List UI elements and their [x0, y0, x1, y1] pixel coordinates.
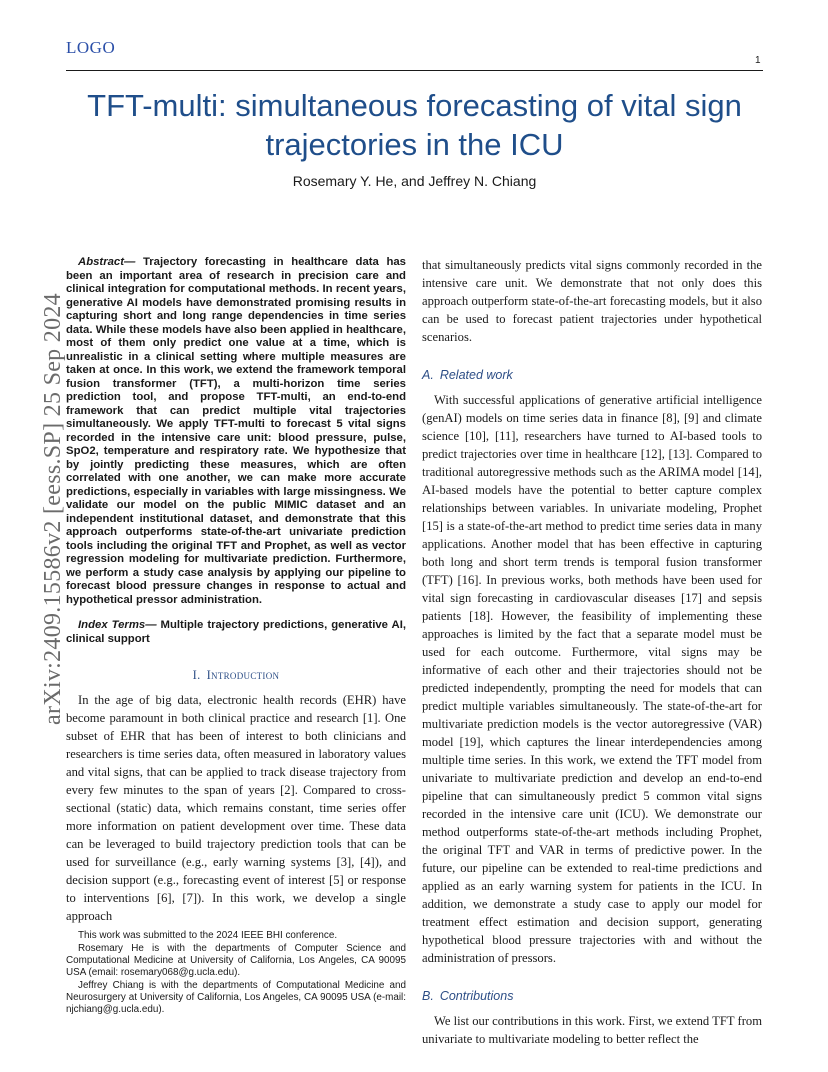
abstract-text: Trajectory forecasting in healthcare data has been an important area of research in precision care and clinical integration for computational methods. In recent years, generative AI models have demonstrated promising results in capturing short and long range dependencies in time series data. While these models have also been applied in healthcare, most of them only predict one value at a time, which is unrealistic in a clinical setting where multiple measures are taken at once. In this work, we extend the framework temporal fusion transformer (TFT), a multi-horizon time series prediction tool, and propose TFT-multi, an end-to-end framework that can predict multiple vital trajectories simultaneously. We apply TFT-multi to forecast 5 vital signs recorded in the intensive care unit: blood pressure, pulse, SpO2, temperature and respiratory rate. We hypothesize that by jointly predicting these measures, which are often correlated with one another, we can make more accurate predictions, especially in variables with large missingness. We validate our model on the public MIMIC dataset and an independent institutional dataset, and demonstrate that this approach outperforms state-of-the-art univariate prediction tools including the original TFT and Prophet, as well as vector regression modeling for multivariate prediction. Furthermore, we perform a study case analysis by applying our pipeline to forecast blood pressure changes in response to actual and hypothetical pressor administration.: [66, 256, 406, 606]
intro-paragraph: In the age of big data, electronic health records (EHR) have become paramount in both clinical practice and research [1]. One subset of EHR that has been of interest to both clinicians and researchers is time series data, often measured in laboratory values and vital signs, that can be applied to track disease trajectory from every few minutes to the span of years [2]. Compared to cross-sectional (static) data, which remains constant, time series offer more information on patient development over time. These data can be leveraged to build trajectory prediction tools that can be used for surveillance (e.g., early warning systems [3], [4]), and decision support (e.g., forecasting event of interest [5] or response to interventions [6], [7]). In this work, we develop a single approach: [66, 693, 406, 923]
left-column: [66, 256, 406, 925]
arxiv-stamp: arXiv:2409.15586v2 [eess.SP] 25 Sep 2024: [40, 293, 66, 725]
abstract-label: Abstract—: [78, 256, 136, 268]
subsection-title: Related work: [439, 368, 513, 382]
footnote-author-he: Rosemary He is with the departments of Computer Science and Computational Medicine at University of California, Los Angeles, CA 90095 USA (email: rosemary068@g.ucla.edu).: [66, 943, 406, 978]
header-rule: [66, 70, 763, 71]
index-terms: [66, 619, 406, 646]
page-number: 1: [755, 55, 761, 66]
paper-authors: Rosemary Y. He, and Jeffrey N. Chiang: [292, 173, 537, 189]
footnotes: [66, 930, 406, 1017]
section-heading-introduction: [66, 668, 406, 683]
paper-title: TFT-multi: simultaneous forecasting of vital sign trajectories in the ICU: [87, 88, 742, 162]
subsection-title: Contributions: [439, 989, 514, 1003]
section-number: I.: [192, 668, 201, 682]
intro-paragraph-continued: that simultaneously predicts vital signs commonly recorded in the intensive care unit. We demonstrate that not only does this approach outperform state-of-the-art forecasting models, but it also can be used to forecast patient trajectories under hypothetical scenarios.: [422, 258, 762, 344]
footnote-author-chiang: Jeffrey Chiang is with the departments of Computational Medicine and Neurosurgery at University of California, Los Angeles, CA 90095 USA (e-mail: njchiang@g.ucla.edu).: [66, 980, 406, 1015]
journal-logo: LOGO: [66, 38, 116, 57]
subsection-heading-related-work: [422, 368, 762, 382]
right-column: [422, 256, 762, 1048]
section-title: Introduction: [206, 668, 280, 682]
footnote-submission: This work was submitted to the 2024 IEEE BHI conference.: [78, 930, 338, 941]
related-work-paragraph: With successful applications of generative artificial intelligence (genAI) models on time series data in finance [8], [9] and climate science [10], [11], researchers have turned to AI-based tools to predict trajectories over time in healthcare [12], [13]. Compared to traditional autoregressive methods such as the ARIMA model [14], AI-based models have the potential to better capture complex relationships between variables. In univariate modeling, Prophet [15] is a state-of-the-art method to predict time series data in many applications. Another model that has been effective in capturing both long and short term trends is temporal fusion transformer (TFT) [16]. In previous works, both methods have been used for vital sign forecasting in cardiovascular diseases [17] and sepsis patients [18]. However, the feasibility of implementing these approaches is limited by the fact that a separate model must be used for each outcome. Furthermore, vital signs may be informative of each other and their trajectories should not be predicted independently, prompting the need for models that can predict multiple variables simultaneously. The state-of-the-art for multivariate prediction models is the vector autoregressive (VAR) model [19], which captures the linear interdependencies among multiple time series. In this work, we extend the TFT model from univariate to multivariate prediction and develop an end-to-end pipeline that can simultaneously predict 5 common vital signs recorded in the intensive care unit (ICU). We demonstrate our method outperforms state-of-the-art methods including Prophet, the original TFT and VAR in terms of predictive power. In the future, our pipeline can be extended to real-time predictions and applied as an early warning system for patients in the ICU. In addition, we demonstrate a study case to apply our model for treatment effect estimation and decision support, generating hypothetical blood pressure trajectories with and without the administration of pressors.: [422, 393, 762, 965]
contributions-paragraph: We list our contributions in this work. First, we extend TFT from univariate to multivariate modeling to better reflect the: [422, 1014, 762, 1046]
abstract: [66, 256, 406, 607]
subsection-number: B.: [422, 989, 434, 1003]
subsection-number: A.: [422, 368, 434, 382]
index-terms-text: Multiple trajectory predictions, generative AI, clinical support: [66, 619, 407, 645]
index-terms-label: Index Terms—: [78, 619, 157, 631]
subsection-heading-contributions: [422, 989, 762, 1003]
